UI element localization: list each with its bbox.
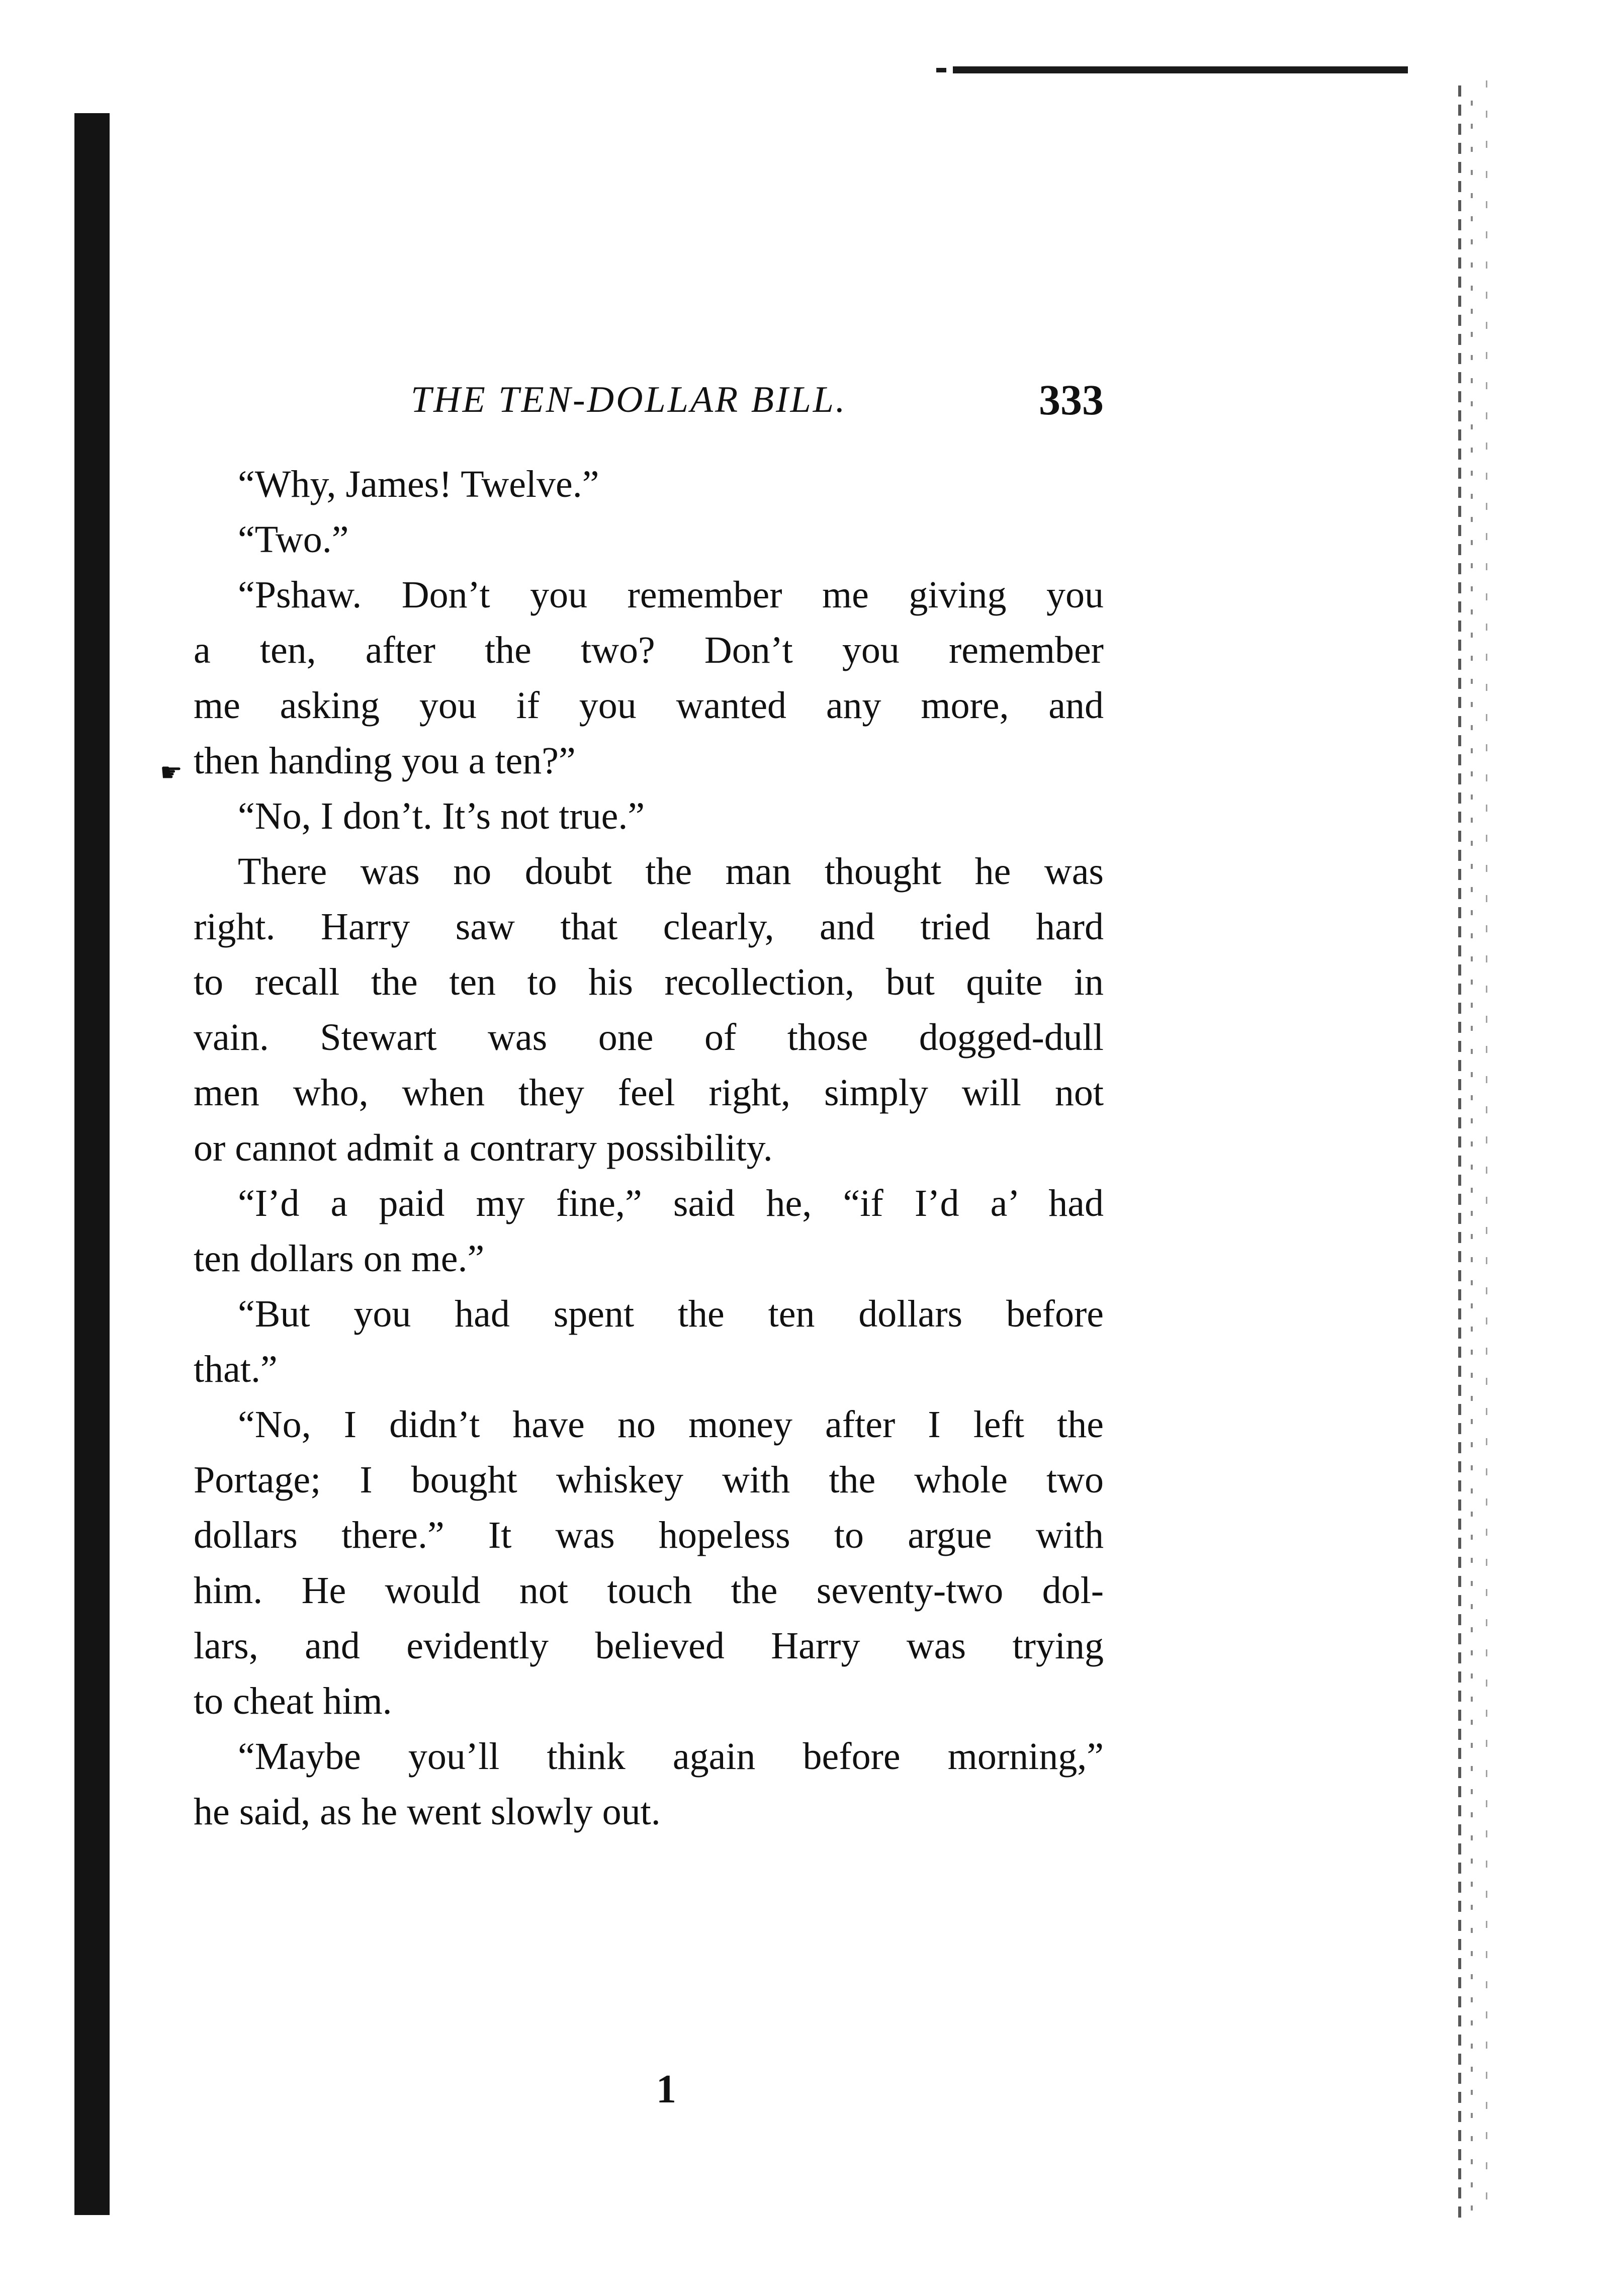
text-line: “Why, James! Twelve.” xyxy=(238,463,599,505)
text-line: vain. Stewart was one of those dogged-dull xyxy=(194,1016,1104,1058)
text-line: “Maybe you’ll think again before morning,” xyxy=(238,1735,1104,1778)
text-line: or cannot admit a contrary possibility. xyxy=(194,1127,773,1169)
body-text xyxy=(194,457,1104,1839)
text-line: he said, as he went slowly out. xyxy=(194,1791,661,1833)
signature-mark: 1 xyxy=(656,2067,676,2111)
text-line: There was no doubt the man thought he was xyxy=(238,850,1104,893)
page-number: 333 xyxy=(1039,376,1104,424)
page-edge-speckle-2 xyxy=(1471,101,1473,2213)
text-line: then handing you a ten?” xyxy=(194,740,576,782)
text-line: men who, when they feel right, simply will not xyxy=(194,1072,1104,1114)
top-rule-dash xyxy=(936,68,946,72)
pointing-hand-icon: ☛ xyxy=(160,758,183,786)
text-line: that.” xyxy=(194,1348,278,1390)
top-rule xyxy=(953,66,1408,73)
text-line: lars, and evidently believed Harry was trying xyxy=(194,1625,1104,1667)
text-line: to cheat him. xyxy=(194,1680,392,1722)
text-line: me asking you if you wanted any more, and xyxy=(194,684,1104,727)
text-line: right. Harry saw that clearly, and tried hard xyxy=(194,906,1104,948)
text-line: dollars there.” It was hopeless to argue with xyxy=(194,1514,1104,1556)
text-line: him. He would not touch the seventy-two dol- xyxy=(194,1569,1104,1612)
running-title: THE TEN-DOLLAR BILL. xyxy=(411,379,847,420)
text-line: ten dollars on me.” xyxy=(194,1238,485,1280)
text-line: to recall the ten to his recollection, but quite in xyxy=(194,961,1104,1003)
text-line: a ten, after the two? Don’t you remember xyxy=(194,629,1104,671)
page-edge-speckle xyxy=(1458,85,1461,2218)
binding-shadow xyxy=(74,113,110,2215)
text-line: Portage; I bought whiskey with the whole two xyxy=(194,1459,1104,1501)
page-header xyxy=(194,372,1104,427)
page-edge-speckle-3 xyxy=(1486,80,1487,2218)
text-line: “Pshaw. Don’t you remember me giving you xyxy=(238,574,1104,616)
text-line: “I’d a paid my fine,” said he, “if I’d a’ had xyxy=(238,1182,1104,1224)
text-line: “Two.” xyxy=(238,518,349,561)
text-line: “No, I didn’t have no money after I left the xyxy=(238,1403,1104,1446)
text-line: “But you had spent the ten dollars before xyxy=(238,1293,1104,1335)
text-line: “No, I don’t. It’s not true.” xyxy=(238,795,645,837)
